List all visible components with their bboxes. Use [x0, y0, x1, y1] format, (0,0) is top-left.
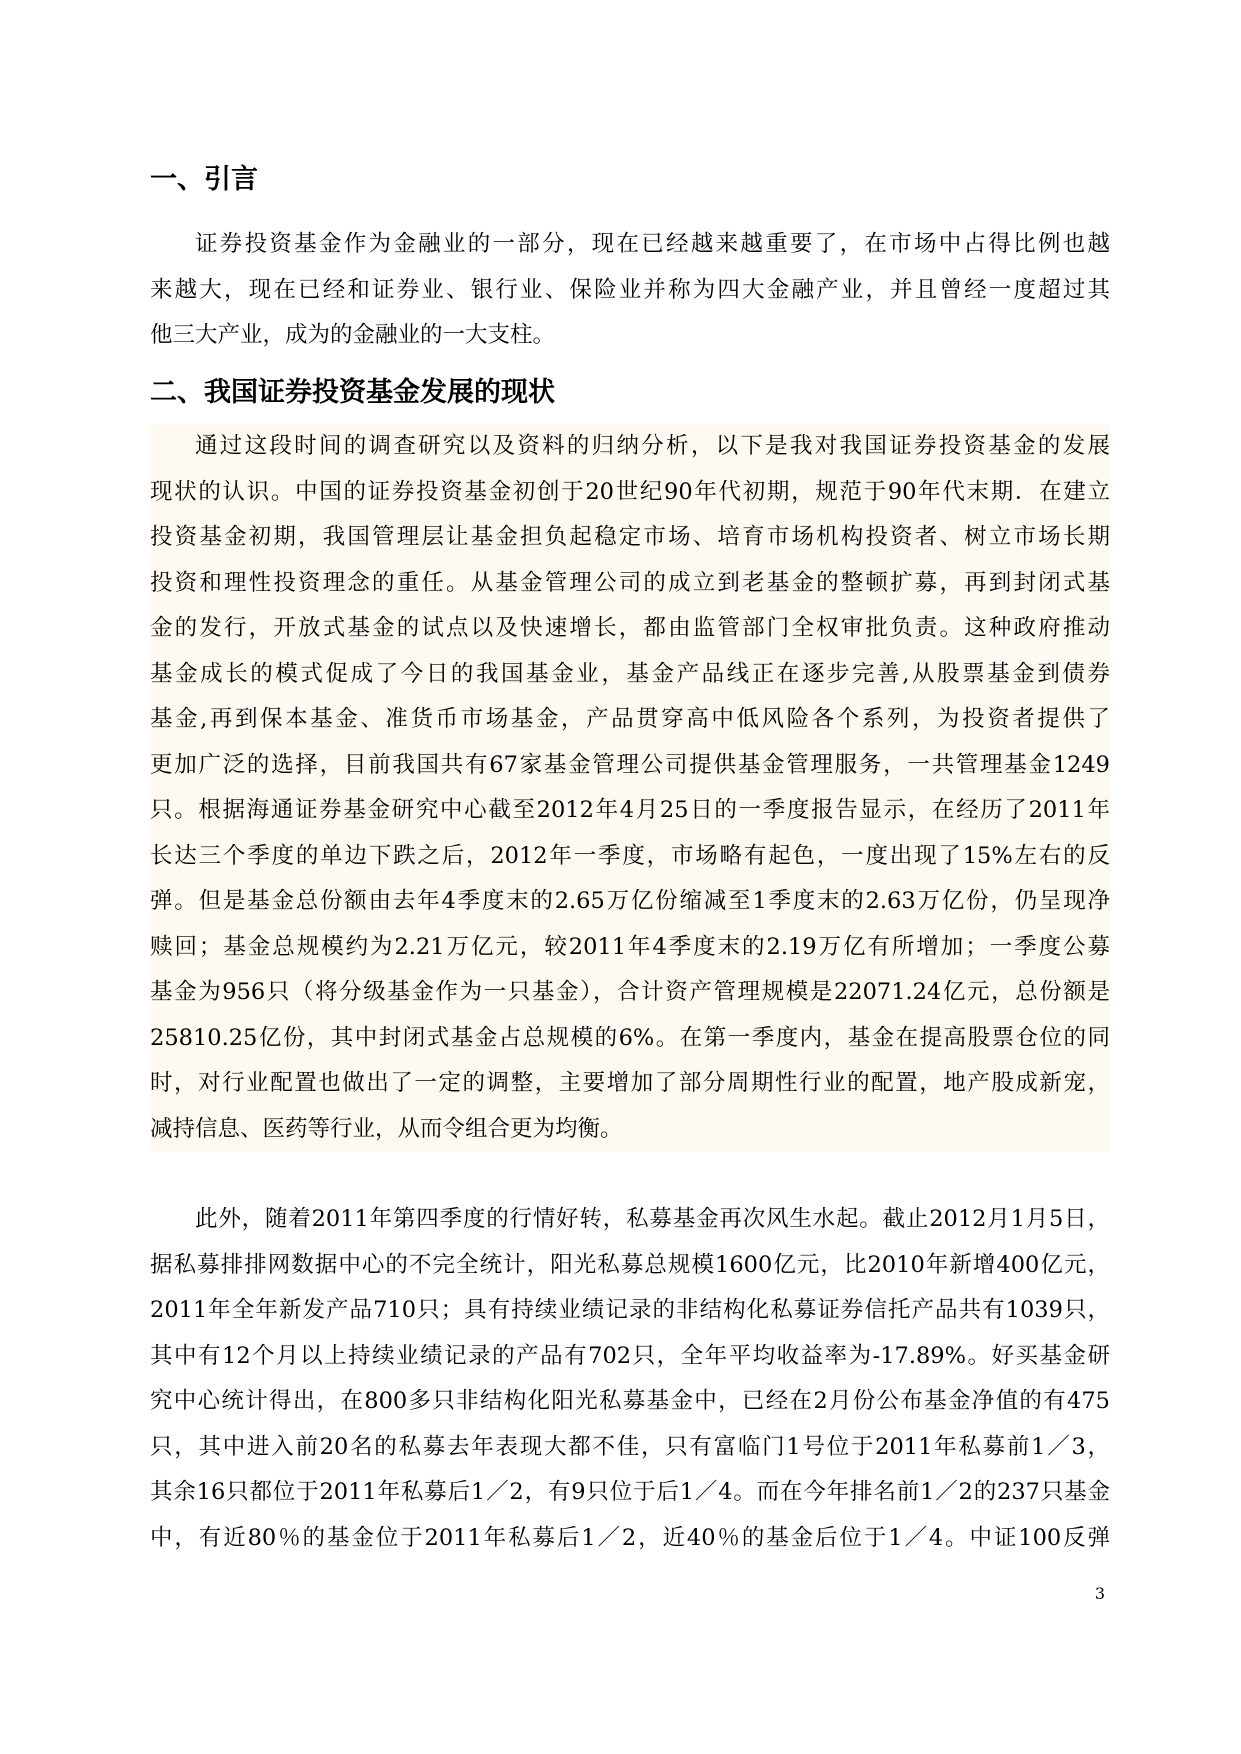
paragraph-line: 长达三个季度的单边下跌之后，2012年一季度，市场略有起色，一度出现了15%左右的反	[150, 842, 1110, 869]
paragraph-line: 减持信息、医药等行业，从而令组合更为均衡。	[150, 1115, 623, 1142]
paragraph-line: 基金成长的模式促成了今日的我国基金业，基金产品线正在逐步完善,从股票基金到债券	[150, 660, 1110, 687]
paragraph-private-funds	[150, 1197, 1110, 1561]
paragraph-line: 其中有12个月以上持续业绩记录的产品有702只，全年平均收益率为-17.89%。好买基金研	[150, 1342, 1110, 1369]
paragraph-line: 据私募排排网数据中心的不完全统计，阳光私募总规模1600亿元，比2010年新增400亿元，	[150, 1251, 1110, 1278]
paragraph-line: 赎回；基金总规模约为2.21万亿元，较2011年4季度末的2.19万亿有所增加；一季度公募	[150, 933, 1110, 960]
paragraph-line: 证券投资基金作为金融业的一部分，现在已经越来越重要了，在市场中占得比例也越	[195, 231, 1110, 257]
section-heading-introduction: 一、引言	[150, 164, 258, 195]
paragraph-line: 他三大产业，成为的金融业的一大支柱。	[150, 322, 556, 348]
section-heading-current-status: 二、我国证券投资基金发展的现状	[150, 377, 555, 408]
page-number: 3	[1094, 1584, 1105, 1603]
paragraph-line: 现状的认识。中国的证券投资基金初创于20世纪90年代初期，规范于90年代末期．在建立	[150, 478, 1110, 505]
paragraph-line: 基金,再到保本基金、准货币市场基金，产品贯穿高中低风险各个系列，为投资者提供了	[150, 706, 1110, 732]
paragraph-line: 只。根据海通证券基金研究中心截至2012年4月25日的一季度报告显示，在经历了2011年	[150, 797, 1110, 823]
paragraph-line: 通过这段时间的调查研究以及资料的归纳分析，以下是我对我国证券投资基金的发展	[195, 433, 1110, 459]
paragraph-introduction	[150, 222, 1110, 359]
paragraph-line: 中，有近80％的基金位于2011年私募后1／2，近40％的基金后位于1／4。中证100反弹	[150, 1524, 1110, 1551]
paragraph-line: 更加广泛的选择，目前我国共有67家基金管理公司提供基金管理服务，一共管理基金1249	[150, 751, 1110, 778]
paragraph-line: 只，其中进入前20名的私募去年表现大都不佳，只有富临门1号位于2011年私募前1／3，	[150, 1433, 1110, 1460]
paragraph-fund-status	[150, 424, 1110, 1152]
paragraph-line: 究中心统计得出，在800多只非结构化阳光私募基金中，已经在2月份公布基金净值的有475	[150, 1388, 1110, 1414]
paragraph-line: 投资基金初期，我国管理层让基金担负起稳定市场、培育市场机构投资者、树立市场长期	[150, 524, 1110, 550]
paragraph-line: 金的发行，开放式基金的试点以及快速增长，都由监管部门全权审批负责。这种政府推动	[150, 615, 1110, 641]
paragraph-line: 其余16只都位于2011年私募后1／2，有9只位于后1／4。而在今年排名前1／2的237只基金	[150, 1479, 1110, 1505]
paragraph-line: 25810.25亿份，其中封闭式基金占总规模的6%。在第一季度内，基金在提高股票仓位的同	[150, 1024, 1110, 1051]
paragraph-line: 弹。但是基金总份额由去年4季度末的2.65万亿份缩减至1季度末的2.63万亿份，仍呈现净	[150, 888, 1110, 914]
paragraph-line: 此外，随着2011年第四季度的行情好转，私募基金再次风生水起。截止2012月1月5日，	[195, 1206, 1110, 1232]
paragraph-line: 基金为956只（将分级基金作为一只基金），合计资产管理规模是22071.24亿元，总份额是	[150, 979, 1110, 1005]
paragraph-line: 2011年全年新发产品710只；具有持续业绩记录的非结构化私募证券信托产品共有1039只，	[150, 1297, 1110, 1323]
paragraph-line: 投资和理性投资理念的重任。从基金管理公司的成立到老基金的整顿扩募，再到封闭式基	[150, 569, 1110, 596]
paragraph-line: 时，对行业配置也做出了一定的调整，主要增加了部分周期性行业的配置，地产股成新宠，	[150, 1070, 1110, 1096]
paragraph-line: 来越大，现在已经和证券业、银行业、保险业并称为四大金融产业，并且曾经一度超过其	[150, 276, 1110, 303]
